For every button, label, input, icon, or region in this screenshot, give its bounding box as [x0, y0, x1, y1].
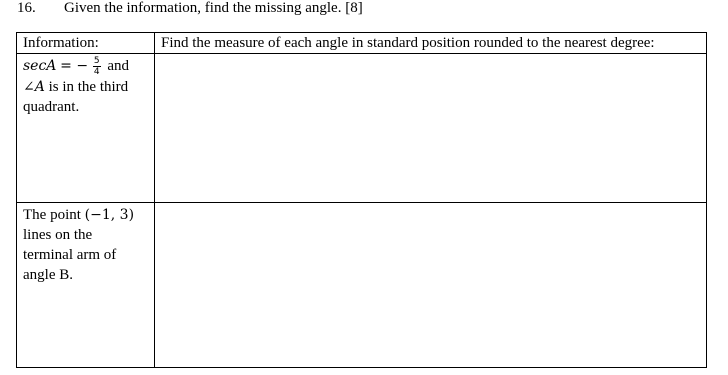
- table-header-row: [17, 33, 707, 54]
- equals-negative: = −: [60, 58, 89, 74]
- question-table: [16, 32, 707, 368]
- info-cell-angle-b: [17, 203, 155, 368]
- sec-label: secA: [23, 58, 57, 74]
- table-row-angle-a: [17, 54, 707, 203]
- terminal-arm-text: terminal arm of: [23, 247, 117, 263]
- fraction-denominator: 4: [93, 67, 100, 78]
- information-header: Information:: [17, 33, 155, 54]
- question-number: 16.: [17, 0, 36, 16]
- sec-equation-line: [23, 56, 148, 77]
- angle-b-text: angle B.: [23, 267, 73, 283]
- task-header: Find the measure of each angle in standard position rounded to the nearest degree:: [155, 33, 707, 54]
- table-row-angle-b: [17, 203, 707, 368]
- answer-cell-angle-a[interactable]: [155, 54, 707, 203]
- lines-on-text: lines on the: [23, 227, 93, 243]
- fraction-numerator: 5: [93, 56, 100, 67]
- info-cell-angle-a: [17, 54, 155, 203]
- and-word: and: [107, 58, 129, 74]
- question-prompt: Given the information, find the missing angle. [8]: [64, 0, 363, 16]
- angle-symbol: ∠A: [23, 79, 45, 96]
- point-text: The point: [23, 207, 85, 223]
- answer-cell-angle-b[interactable]: [155, 203, 707, 368]
- point-line: [23, 205, 148, 225]
- point-coordinates: (−1, 3): [84, 207, 135, 223]
- quadrant-line: [23, 77, 148, 97]
- quadrant-text: is in the third: [44, 79, 129, 96]
- fraction: [93, 56, 101, 77]
- quadrant-word: quadrant.: [23, 99, 80, 116]
